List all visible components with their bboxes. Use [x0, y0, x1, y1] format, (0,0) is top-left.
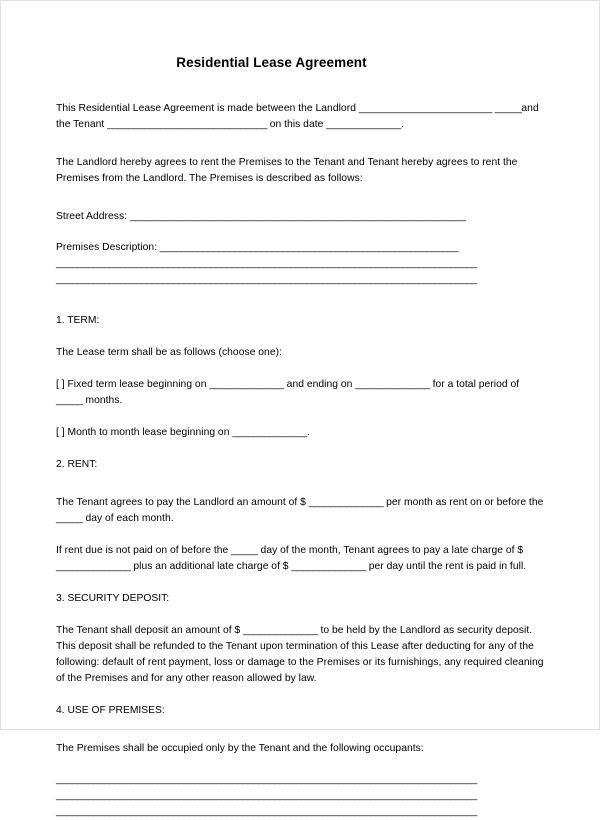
occupants-blank-line-1: _______________________________________________________________________________ — [56, 774, 477, 785]
month-to-month-text-a: Month to month lease beginning on — [64, 427, 233, 438]
late-charge-day-blank: _____ — [231, 545, 258, 556]
checkbox-fixed-term[interactable]: [ ] — [56, 379, 65, 390]
month-to-month-start-date-blank: ______________ — [232, 427, 307, 438]
street-address-field — [56, 209, 545, 225]
premises-intro-paragraph: The Landlord hereby agrees to rent the Premises to the Tenant and Tenant hereby agrees to rent the Premises from the Landlord. The Premises is described as follows: — [56, 157, 518, 184]
spacer — [56, 473, 545, 495]
month-to-month-text-b: . — [306, 427, 310, 438]
rent-text-a: The Tenant agrees to pay the Landlord an amount of $ — [56, 497, 309, 508]
term-intro-paragraph: The Lease term shall be as follows (choose one): — [56, 347, 283, 358]
intro-line2-text-c: . — [400, 119, 404, 130]
spacer — [56, 607, 545, 623]
fixed-term-start-date-blank: ______________ — [209, 379, 284, 390]
rent-amount-blank: ______________ — [308, 497, 384, 508]
rent-text-c: day of each month. — [82, 513, 174, 524]
premises-description-blank-line-3: _______________________________________________________________________________ — [56, 274, 477, 285]
fixed-term-text-c: for a total period of — [429, 379, 520, 390]
security-deposit-text-a: The Tenant shall deposit an amount of $ — [56, 625, 244, 636]
fixed-term-text-a: Fixed term lease beginning on — [64, 379, 210, 390]
premises-description-blank: ________________________________________________________ — [159, 242, 459, 253]
spacer — [56, 719, 545, 741]
security-deposit-text-b: to be held by the Landlord as security deposit. This deposit shall be refunded to the Tenant upon termination of this Lease after deducting for any of the following: default of rent payment, loss or damage to the Premises or its furnishings, any required cleaning of the Premises and for any other reason allowed by law. — [56, 625, 544, 684]
occupants-blank-line-3: _______________________________________________________________________________ — [56, 806, 477, 817]
rent-due-day-blank: _____ — [56, 513, 83, 524]
spacer — [56, 187, 545, 209]
security-deposit-paragraph — [56, 623, 545, 687]
rent-amount-paragraph — [56, 495, 545, 527]
fixed-term-end-date-blank: ______________ — [355, 379, 430, 390]
spacer — [56, 441, 545, 457]
landlord-name-blank-2: _____ — [494, 103, 522, 114]
premises-description-label: Premises Description: — [56, 242, 160, 253]
term-option-month-to-month[interactable] — [56, 425, 545, 441]
late-charge-text-b: day of the month, Tenant agrees to pay a late charge of $ — [257, 545, 524, 556]
rent-text-b: per month as rent on or before the — [383, 497, 544, 508]
spacer — [56, 575, 545, 591]
intro-line2-text-a: and the Tenant — [56, 103, 539, 130]
spacer — [56, 225, 545, 240]
intro-line2-text-b: on this date — [266, 119, 327, 130]
fixed-term-text-b: and ending on — [283, 379, 356, 390]
spacer — [56, 687, 545, 703]
spacer — [56, 757, 545, 772]
spacer — [56, 288, 545, 313]
spacer — [56, 409, 545, 425]
use-of-premises-paragraph: The Premises shall be occupied only by the Tenant and the following occupants: — [56, 743, 424, 754]
spacer — [56, 71, 545, 101]
intro-paragraph — [56, 101, 545, 133]
section-heading-rent: 2. RENT: — [56, 459, 98, 470]
agreement-date-blank: ______________ — [326, 119, 401, 130]
security-deposit-amount-blank: ______________ — [243, 625, 318, 636]
late-charge-paragraph — [56, 543, 545, 575]
landlord-name-blank: _________________________ — [358, 103, 492, 114]
spacer — [56, 527, 545, 543]
spacer — [56, 133, 545, 155]
document-body — [1, 1, 599, 820]
fixed-term-text-d: months. — [82, 395, 123, 406]
tenant-name-blank: ______________________________ — [107, 119, 267, 130]
street-address-blank: _______________________________________________________________ — [129, 211, 466, 222]
intro-line1-text-a: This Residential Lease Agreement is made between the Landlord — [56, 103, 359, 114]
page-title: Residential Lease Agreement — [176, 55, 367, 70]
street-address-label: Street Address: — [56, 211, 130, 222]
premises-description-field — [56, 240, 545, 256]
late-charge-text-a: If rent due is not paid on of before the — [56, 545, 232, 556]
spacer — [56, 329, 545, 345]
occupants-blank-line-2: _______________________________________________________________________________ — [56, 790, 477, 801]
fixed-term-months-blank: _____ — [56, 395, 83, 406]
section-heading-security-deposit: 3. SECURITY DEPOSIT: — [56, 593, 170, 604]
section-heading-term: 1. TERM: — [56, 315, 100, 326]
term-option-fixed[interactable] — [56, 377, 545, 409]
late-charge-text-d: per day until the rent is paid in full. — [365, 561, 527, 572]
section-heading-use-of-premises: 4. USE OF PREMISES: — [56, 705, 165, 716]
premises-description-blank-line-2: _______________________________________________________________________________ — [56, 258, 477, 269]
late-charge-amount-blank: ______________ — [56, 561, 131, 572]
late-charge-text-c: plus an additional late charge of $ — [130, 561, 292, 572]
spacer — [56, 361, 545, 377]
checkbox-month-to-month[interactable]: [ ] — [56, 427, 65, 438]
late-charge-daily-blank: ______________ — [291, 561, 366, 572]
